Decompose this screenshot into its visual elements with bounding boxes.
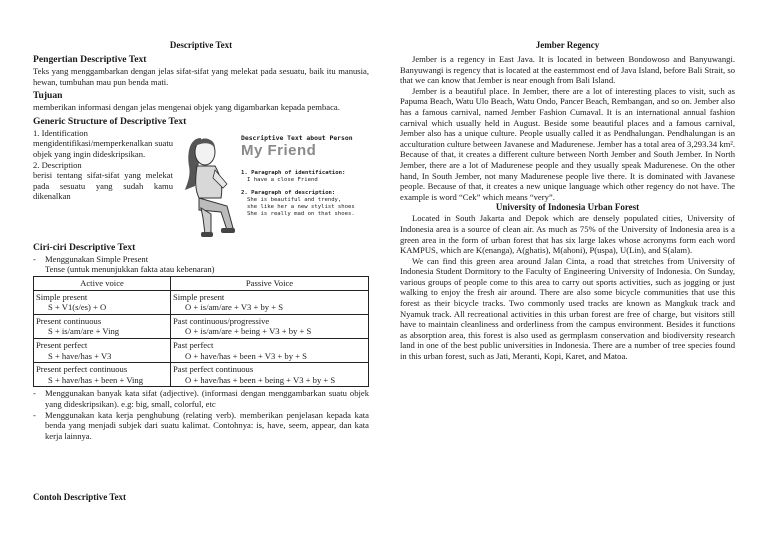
voice-table — [33, 276, 369, 387]
active-formula: S + have/has + V3 — [48, 350, 112, 361]
card-paragraph1-text: I have a close Friend — [247, 176, 318, 183]
structure-description-text: berisi tentang sifat-sifat yang melekat pada sesuatu yang sudah kamu dikenalkan — [33, 170, 173, 202]
structure-identification-text: mengidentifikasi/memperkenalkan suatu objek yang ingin dideskripsikan. — [33, 138, 173, 159]
article-paragraph: Jember is a beautiful place. In Jember, there are a lot of interesting places to visit, such as Papuma Beach, Watu Ulo Beach, Watu Ondo, Pancer Beach, Rembangan, and so on. Jember also has a famous carnival, named Jember Fashion Cumaval. It is an international annual fashion carnival which usually held in August. Beside some beautiful places and a famous carnival, Jember also has a unique culture. People usually called it as Pendhalungan. Pendhalungan is an acculturation culture between Javanese and Madurenese. Jember has a total area of 3,293.34 km². Because of that, it creates a different culture between North Jember and South Jember. In North Jember, there are a lot of Madurenese people and they usually speak Madurenese. On the other hand, In South Jember, not many Madurenese people live there. It is dominated with Javanese people. Because of that, it creates a new unique language which other regency do not have. The example is word “Cek” which means “very”. — [400, 85, 735, 202]
passive-label: Past perfect — [173, 339, 214, 350]
left-column — [33, 40, 369, 441]
card-paragraph2-line: She is really mad on that shoes. — [247, 210, 355, 217]
card-paragraph2-line: She is beautiful and trendy, — [247, 196, 342, 203]
article-title-jember: Jember Regency — [535, 40, 600, 50]
passive-label: Past continuous/progressive — [173, 315, 270, 326]
structure-section — [33, 128, 369, 240]
feature-item — [33, 254, 369, 265]
table-row — [34, 338, 369, 362]
right-column — [400, 40, 735, 362]
definition-heading: Pengertian Descriptive Text — [33, 54, 147, 65]
feature-3-text: Menggunakan kata kerja penghubung (relating verb). memberikan penjelasan kepada kata benda yang menjadi subjek dari suatu kalimat. Contohnya: is, have, seem, appear, dan kata kerja lainnya. — [45, 409, 369, 441]
table-row — [34, 290, 369, 314]
card-big-title: My Friend — [241, 141, 317, 159]
feature-item — [33, 410, 369, 442]
table-row — [34, 363, 369, 387]
definition-text: Teks yang menggambarkan dengan jelas sifat-sifat yang melekat pada sesuatu, baik itu manusia, hewan, tumbuhan mau pun benda mati. — [33, 66, 369, 87]
active-formula: S + V1(s/es) + O — [48, 302, 107, 313]
card-caption: Descriptive Text about Person — [241, 133, 353, 142]
article-title-urban-forest: University of Indonesia Urban Forest — [495, 202, 640, 213]
example-illustration-card — [181, 132, 367, 240]
features-heading: Ciri-ciri Descriptive Text — [33, 241, 136, 253]
article-paragraph: Jember is a regency in East Java. It is located in between Bondowoso and Banyuwangi. Banyuwangi is regency that is located at the easternmost end of Java Island, before Bali Strait, so that we can know that Jember is near enough from Bali Island. — [400, 54, 735, 86]
structure-identification-title: 1. Identification — [33, 127, 88, 138]
active-label: Present perfect — [36, 339, 88, 350]
table-header-active: Active voice — [34, 276, 171, 290]
structure-description-title: 2. Description — [33, 159, 82, 170]
active-label: Simple present — [36, 291, 88, 302]
page-title: Descriptive Text — [169, 40, 233, 50]
girl-sitting-illustration — [181, 132, 239, 240]
example-heading: Contoh Descriptive Text — [33, 492, 126, 502]
passive-formula: O + is/am/are + being + V3 + by + S — [185, 326, 312, 337]
feature-2-text: Menggunakan banyak kata sifat (adjective). (informasi dengan menggambarkan suatu objek yang dideskripsikan). e.g: big, small, colorful, etc — [45, 388, 369, 409]
structure-heading: Generic Structure of Descriptive Text — [33, 115, 187, 127]
card-paragraph1-label: 1. Paragraph of identification: — [241, 169, 346, 176]
active-label: Present continuous — [36, 315, 102, 326]
article-paragraph: We can find this green area around Jalan Cinta, a road that stretches from University of Indonesia Student Dormitory to the Faculty of Engineering University of Indonesia. On Sunday, various groups of people come to this area to carry out sports activities, such as jogging or just walking to enjoy the fresh air around. There are also some bicycle communities that use this forest as their bicycle tracks. Two commonly used tracks are known as Mangkuk track and Nyamuk track. All recreational activities in this urban forest are free of charge, but visitors still have to maintain cleanliness and orderliness from the campus environment. Besides it functions as absorption area, this forest is also used as germplasm conservation and biodiversity research land in one of the best public universities in Indonesia. There are a number of tree species found in this urban forest, such as Jati, Meranti, Kopi, Karet, and Matoa. — [400, 255, 735, 362]
feature-1-line2: Tense (untuk menunjukkan fakta atau kebenaran) — [45, 264, 215, 275]
bullet-dash: - — [33, 253, 36, 264]
bullet-dash: - — [33, 409, 36, 420]
passive-label: Past perfect continuous — [173, 364, 254, 375]
bullet-dash: - — [33, 388, 36, 399]
passive-formula: O + have/has + been + being + V3 + by + S — [185, 374, 336, 385]
active-formula: S + have/has + been + Ving — [48, 374, 144, 385]
active-formula: S + is/am/are + Ving — [48, 326, 120, 337]
feature-item — [33, 388, 369, 409]
purpose-text: memberikan informasi dengan jelas mengenai objek yang digambarkan kepada pembaca. — [33, 102, 340, 113]
card-paragraph2-line: she like her a new stylist shoes — [247, 203, 355, 210]
passive-label: Simple present — [173, 291, 225, 302]
purpose-heading: Tujuan — [33, 90, 63, 102]
article-paragraph: Located in South Jakarta and Depok which are densely populated cities, University of Indonesia area is a source of clean air. As much as 75% of the University of Indonesia area is a green area in the form of urban forest that has six large lakes whose acronyms form each word KAMPUS, which are K(enanga), A(ghatis), M(ahoni), P(uspa), U(Lin), and S(alam). — [400, 213, 735, 256]
table-row — [34, 314, 369, 338]
passive-formula: O + have/has + been + V3 + by + S — [185, 350, 307, 361]
feature-1-line1: Menggunakan Simple Present — [45, 253, 149, 264]
table-header-passive: Passive Voice — [171, 276, 369, 290]
card-paragraph2-label: 2. Paragraph of description: — [241, 189, 336, 196]
active-label: Present perfect continuous — [36, 364, 128, 375]
passive-formula: O + is/am/are + V3 + by + S — [185, 302, 283, 313]
